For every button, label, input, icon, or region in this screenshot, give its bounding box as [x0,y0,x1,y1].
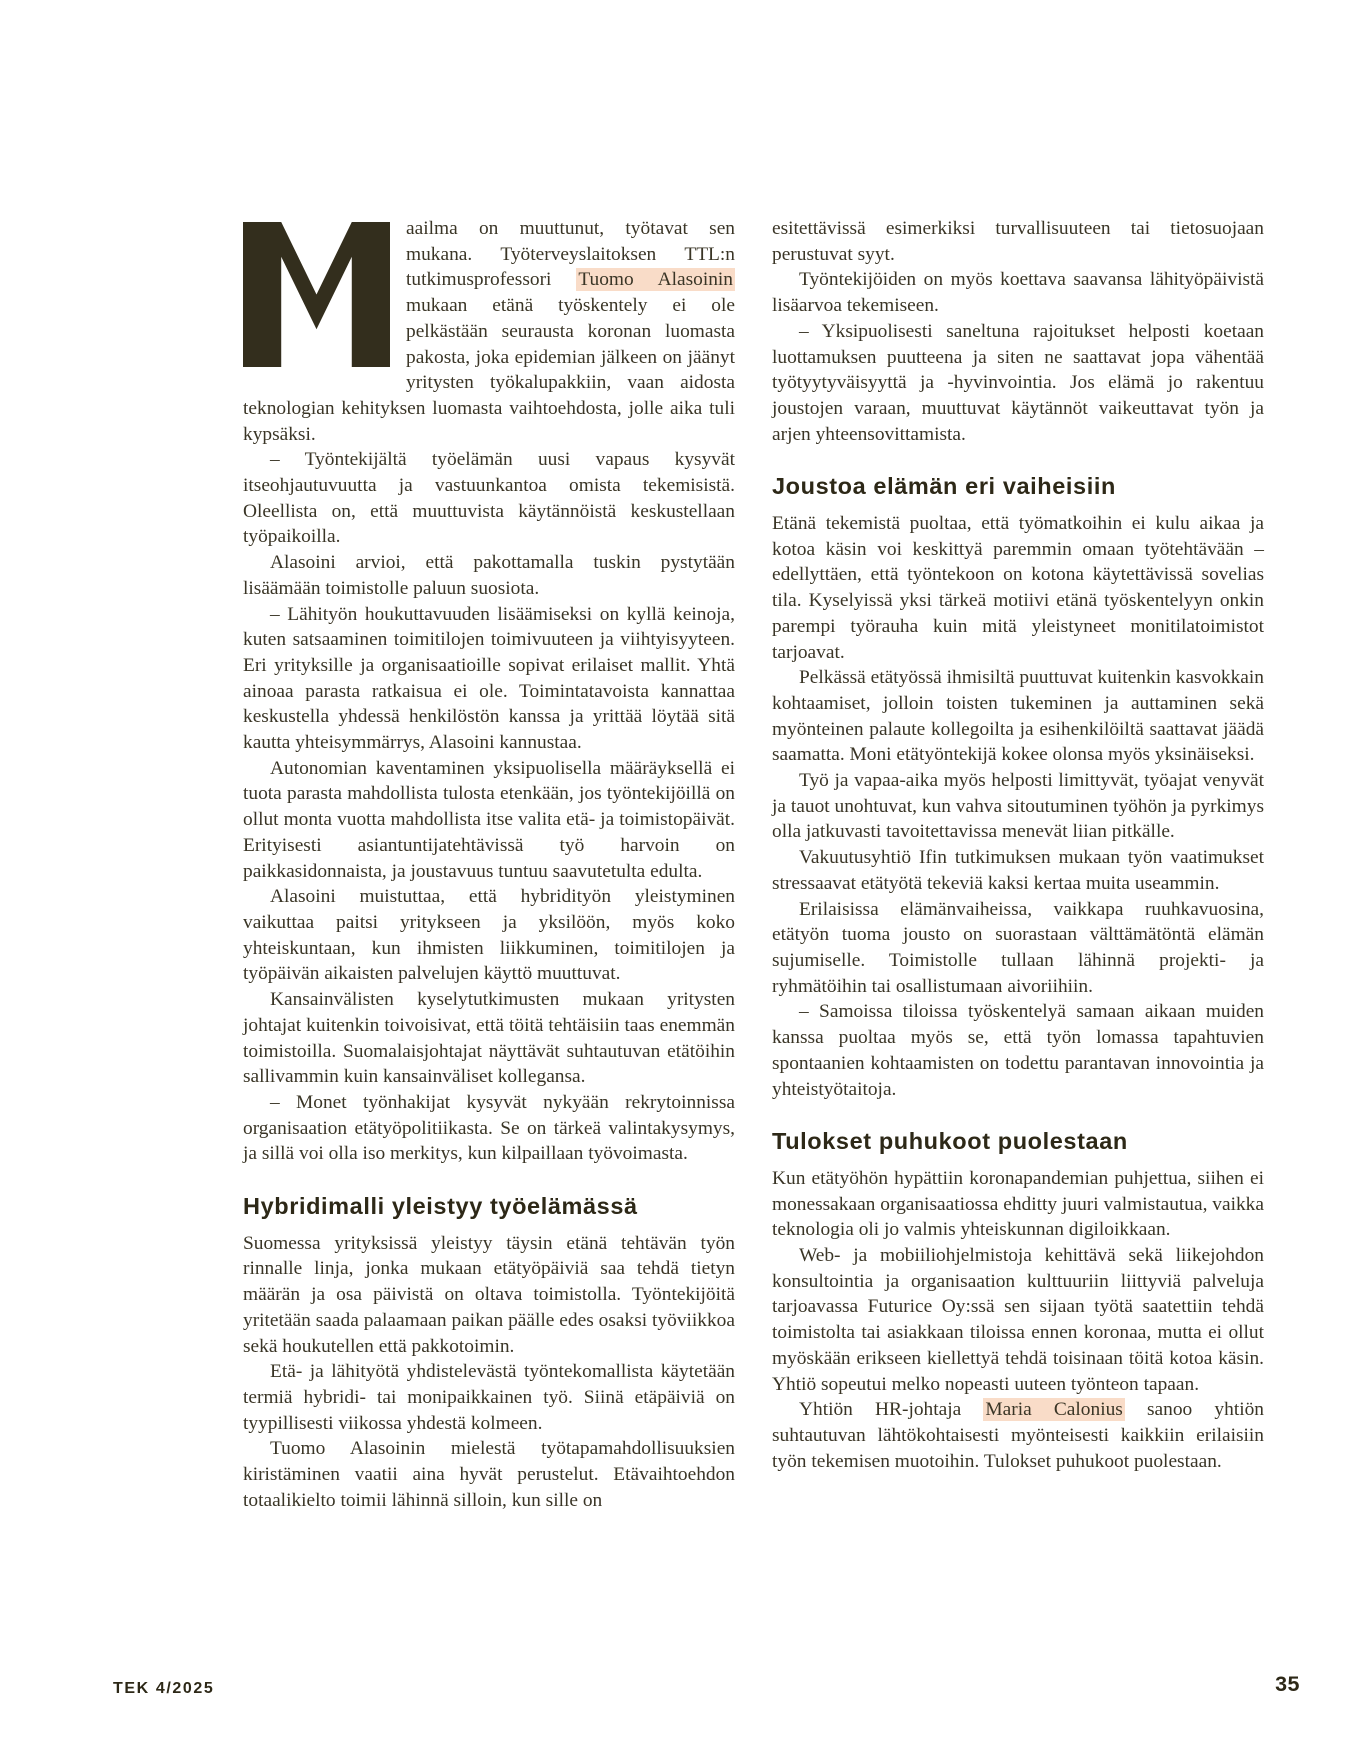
paragraph-text: sanoo yhtiön suhtautuvan lähtökohtaisesti myönteisesti kaikkiin erilaisiin työn tekemisen muotoihin. Tulokset puhukoot puolestaan. [772,1399,1264,1472]
body-paragraph: Web- ja mobiiliohjelmistoja kehittävä sekä liikejohdon konsultointia ja organisaation kulttuuriin liittyviä palveluja tarjoavassa Futurice Oy:ssä sen sijaan työtä saatettiin tehdä toimistolta tai asiakkaan tiloissa ennen koronaa, mutta ei ollut myöskään erikseen kiellettyä tehdä toisinaan töitä kotoa käsin. Yhtiö sopeutui melko nopeasti uuteen työnteon tapaan. [772,1245,1264,1395]
body-paragraph: Työ ja vapaa-aika myös helposti limittyvät, työajat venyvät ja tauot unohtuvat, kun vahva sitoutuminen työhön ja pyrkimys olla jatkuvasti tavoitettavissa menevät liian pitkälle. [772,770,1264,843]
paragraph-text: Yhtiön HR-johtaja [799,1399,984,1421]
body-paragraph: Pelkässä etätyössä ihmisiltä puuttuvat kuitenkin kasvokkain kohtaamiset, jolloin toisten tukeminen ja auttaminen sekä myönteinen palaute kollegoilta ja esihenkilöiltä saattavat jäädä saamatta. Moni etätyöntekijä kokee olonsa myös yksinäiseksi. [772,667,1264,766]
body-paragraph: Työntekijöiden on myös koettava saavansa lähityöpäivistä lisäarvoa tekemiseen. [772,269,1264,317]
paragraph-text: aailma on muuttunut, työtavat sen mukana. Työterveyslaitoksen TTL:n tutkimusprofessori [406,218,735,291]
body-paragraph: Kun etätyöhön hypättiin koronapandemian puhjettua, siihen ei monessakaan organisaatiossa ehditty juuri valmistautua, vaikka teknologia oli jo valmis yhteiskunnan digiloikkaan. [772,1167,1264,1241]
body-paragraph [772,1397,1264,1474]
paragraph-text: mukaan etänä työskentely ei ole pelkästään seurausta koronan luomasta pakosta, joka epidemian jälkeen on jäänyt yritysten työkalupakkiin, vaan aidosta teknologian kehityksen luomasta vaihtoehdosta, jolle aika tuli kypsäksi. [243,295,735,445]
body-paragraph: – Samoissa tiloissa työskentelyä samaan aikaan muiden kanssa puoltaa myös se, että työn lomassa tapahtuvien spontaanien kohtaamisten on todettu parantavan innovointia ja yhteistyötaitoja. [772,1001,1264,1100]
section-heading-joustoa: Joustoa elämän eri vaiheisiin [772,473,1116,500]
body-paragraph: – Työntekijältä työelämän uusi vapaus kysyvät itseohjautuvuutta ja vastuunkantoa omista tekemisistä. Oleellista on, että muuttuvista käytännöistä keskustellaan työpaikoilla. [243,449,735,548]
footer-issue-label: TEK 4/2025 [113,1680,215,1697]
section-heading-tulokset: Tulokset puhukoot puolestaan [772,1128,1128,1155]
footer-page-number: 35 [1275,1672,1300,1696]
body-paragraph: esitettävissä esimerkiksi turvallisuuteen tai tietosuojaan perustuvat syyt. [772,218,1264,265]
body-paragraph: – Monet työnhakijat kysyvät nykyään rekrytoinnissa organisaation etätyöpolitiikasta. Se on tärkeä valintakysymys, ja sillä voi olla iso merkitys, kun kilpaillaan työvoimasta. [243,1091,735,1165]
body-paragraph: Etänä tekemistä puoltaa, että työmatkoihin ei kulu aikaa ja kotoa käsin voi keskittyä paremmin omaan työtehtävään – edellyttäen, että työntekoon on kotona käytettävissä sovelias tila. Kyselyissä yksi tärkeä motiivi etänä työskentelyyn onkin parempi työrauha kuin mitä yleistyneet monitilatoimistot tarjoavat. [772,513,1264,663]
section-heading-hybridimalli: Hybridimalli yleistyy työelämässä [243,1193,638,1220]
highlighted-name: Tuomo Alasoinin [578,269,733,291]
body-paragraph: Alasoini arvioi, että pakottamalla tuskin pystytään lisäämään toimistolle paluun suosiota. [243,552,735,599]
body-paragraph: Kansainvälisten kyselytutkimusten mukaan yritysten johtajat kuitenkin toivoisivat, että töitä tehtäisiin taas enemmän toimistoilla. Suomalaisjohtajat näyttävät suhtautuvan etätöihin sallivammin kuin kansainväliset kollegansa. [243,989,735,1088]
drop-cap-letter-m [243,222,390,372]
body-paragraph: – Yksipuolisesti saneltuna rajoitukset helposti koetaan luottamuksen puutteena ja siten ne saattavat jopa vähentää työtyytyväisyyttä ja -hyvinvointia. Jos elämä jo rakentuu joustojen varaan, muuttuvat käytännöt vaikeuttavat työn ja arjen yhteensovittamista. [772,320,1264,445]
body-paragraph: – Lähityön houkuttavuuden lisäämiseksi on kyllä keinoja, kuten satsaaminen toimitilojen toimivuuteen ja viihtyisyyteen. Eri yrityksille ja organisaatioille sopivat erilaiset mallit. Yhtä ainoaa parasta ratkaisua ei ole. Toimintatavoista kannattaa keskustella yhdessä henkilöstön kanssa ja yrittää löytää sitä kautta yhteisymmärrys, Alasoini kannustaa. [243,603,735,754]
body-paragraph: Vakuutusyhtiö Ifin tutkimuksen mukaan työn vaatimukset stressaavat etätyötä tekeviä kaksi kertaa muita useammin. [772,847,1264,894]
body-paragraph: Erilaisissa elämänvaiheissa, vaikkapa ruuhkavuosina, etätyön tuoma jousto on suorastaan välttämätöntä elämän sujumiselle. Toimistolle tullaan lähinnä projekti- ja ryhmätöihin tai osallistumaan aivoriihiin. [772,898,1264,997]
body-paragraph: Etä- ja lähityötä yhdistelevästä työntekomallista käytetään termiä hybridi- tai monipaikkainen työ. Siinä etäpäiviä on tyypillisesti viikossa yhdestä kolmeen. [243,1361,735,1434]
body-paragraph: Alasoini muistuttaa, että hybridityön yleistyminen vaikuttaa paitsi yritykseen ja yksilöön, myös koko yhteiskuntaan, kun ihmisten liikkuminen, toimitilojen ja työpäivän aikaisten palvelujen käyttö muuttuvat. [243,886,735,985]
right-column [772,216,1264,1474]
body-paragraph: Autonomian kaventaminen yksipuolisella määräyksellä ei tuota parasta mahdollista tulosta etenkään, jos työntekijöillä on ollut monta vuotta mahdollista itse valita etä- ja toimistopäivät. Erityisesti asiantuntijatehtävissä työ harvoin on paikkasidonnaista, ja joustavuus tuntuu saavutetulta edulta. [243,757,735,882]
highlighted-name: Maria Calonius [985,1399,1123,1421]
left-column [243,216,735,1513]
body-paragraph: Tuomo Alasoinin mielestä työtapamahdollisuuksien kiristäminen vaatii aina hyvät perustelut. Etävaihtoehdon totaalikielto toimii lähinnä silloin, kun sille on [243,1438,735,1511]
lead-paragraph [243,216,735,447]
body-paragraph: Suomessa yrityksissä yleistyy täysin etänä tehtävän työn rinnalle linja, jonka mukaan etätyöpäiviä saa tehdä tietyn määrän ja osa päivistä on oltava toimistolla. Työntekijöitä yritetään saada palaamaan paikan päälle edes osaksi työviikkoa sekä houkutellen että pakkotoimin. [243,1232,735,1357]
